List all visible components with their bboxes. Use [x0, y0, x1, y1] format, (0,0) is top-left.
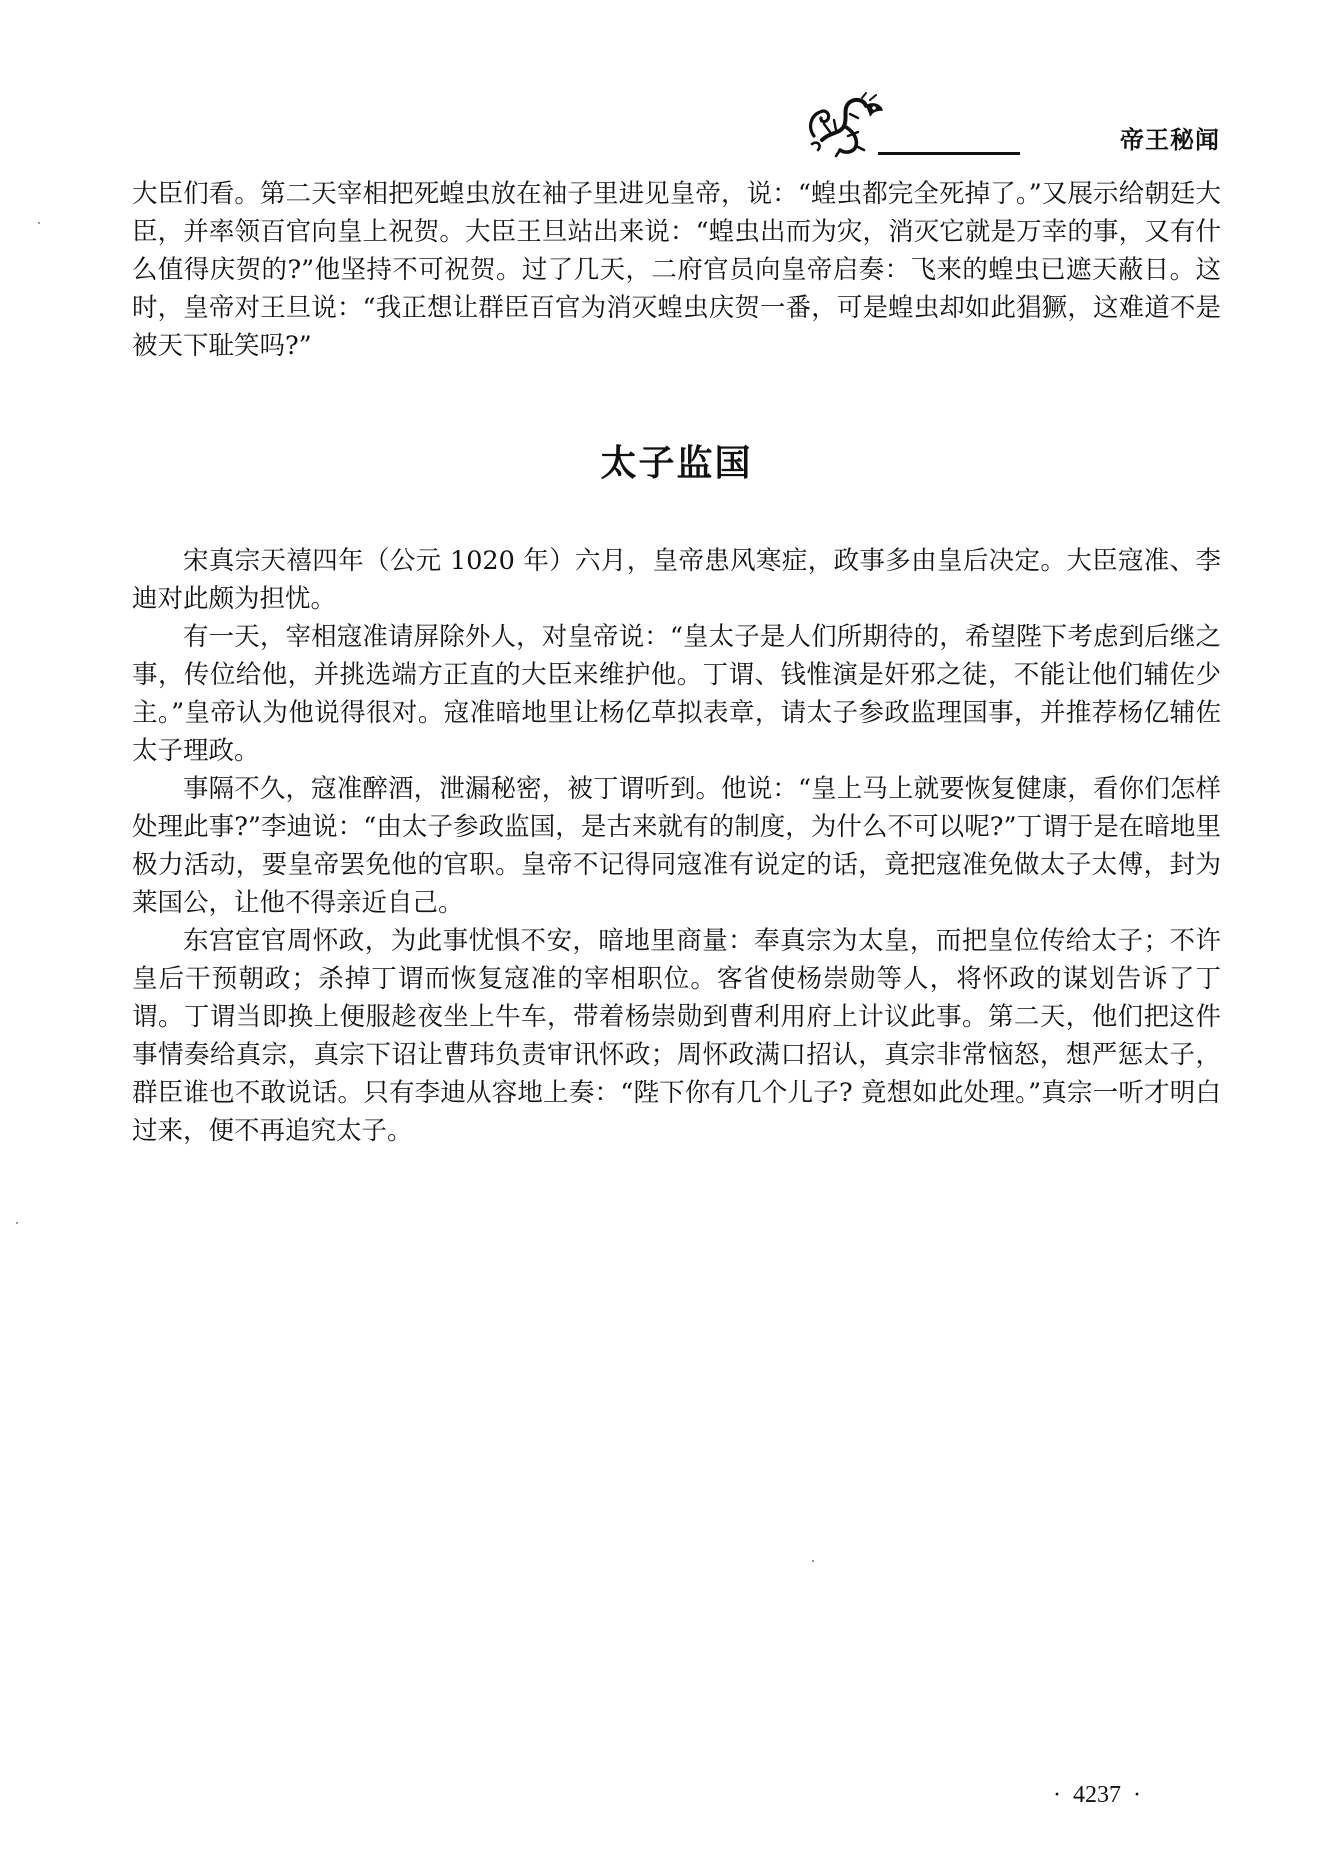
dragon-icon — [800, 92, 890, 158]
body-paragraph: 有一天，宰相寇准请屏除外人，对皇帝说：“皇太子是人们所期待的，希望陛下考虑到后继之事，传位给他，并挑选端方正直的大臣来维护他。丁谓、钱惟演是奸邪之徒，不能让他们辅佐少主。”皇帝认为他说得很对。寇准暗地里让杨亿草拟表章，请太子参政监理国事，并推荐杨亿辅佐太子理政。 — [132, 622, 1221, 766]
scan-speck — [38, 222, 40, 224]
scan-speck — [812, 1560, 814, 1562]
scan-speck — [16, 1222, 18, 1224]
continuation-paragraph: 大臣们看。第二天宰相把死蝗虫放在袖子里进见皇帝，说：“蝗虫都完全死掉了。”又展示给朝廷大臣，并率领百官向皇上祝贺。大臣王旦站出来说：“蝗虫出而为灾，消灭它就是万幸的事，又有什么值得庆贺的?”他坚持不可祝贺。过了几天，二府官员向皇帝启奏：飞来的蝗虫已遮天蔽日。这时，皇帝对王旦说：“我正想让群臣百官为消灭蝗虫庆贺一番，可是蝗虫却如此猖獗，这难道不是被天下耻笑吗?” — [132, 179, 1221, 361]
body-paragraph: 宋真宗天禧四年（公元 1020 年）六月，皇帝患风寒症，政事多由皇后决定。大臣寇准、李迪对此颇为担忧。 — [132, 546, 1221, 614]
header-rule — [878, 152, 1020, 155]
page-header — [800, 92, 1220, 162]
body-paragraph: 事隔不久，寇准醉酒，泄漏秘密，被丁谓听到。他说：“皇上马上就要恢复健康，看你们怎样处理此事?”李迪说：“由太子参政监国，是古来就有的制度，为什么不可以呢?”丁谓于是在暗地里极力活动，要皇帝罢免他的官职。皇帝不记得同寇准有说定的话，竟把寇准免做太子太傅，封为莱国公，让他不得亲近自己。 — [132, 774, 1221, 918]
page-number: · 4237 · — [1053, 1782, 1141, 1808]
body-paragraph: 东宫宦官周怀政，为此事忧惧不安，暗地里商量：奉真宗为太皇，而把皇位传给太子；不许皇后干预朝政；杀掉丁谓而恢复寇准的宰相职位。客省使杨崇勋等人，将怀政的谋划告诉了丁谓。丁谓当即换上便服趁夜坐上牛车，带着杨崇勋到曹利用府上计议此事。第二天，他们把这件事情奏给真宗，真宗下诏让曹玮负责审讯怀政；周怀政满口招认，真宗非常恼怒，想严惩太子，群臣谁也不敢说话。只有李迪从容地上奏：“陛下你有几个儿子? 竟想如此处理。”真宗一听才明白过来，便不再追究太子。 — [132, 926, 1221, 1146]
page-body — [132, 175, 1221, 1150]
running-title: 帝王秘闻 — [1120, 126, 1220, 154]
section-title: 太子监国 — [600, 443, 753, 484]
